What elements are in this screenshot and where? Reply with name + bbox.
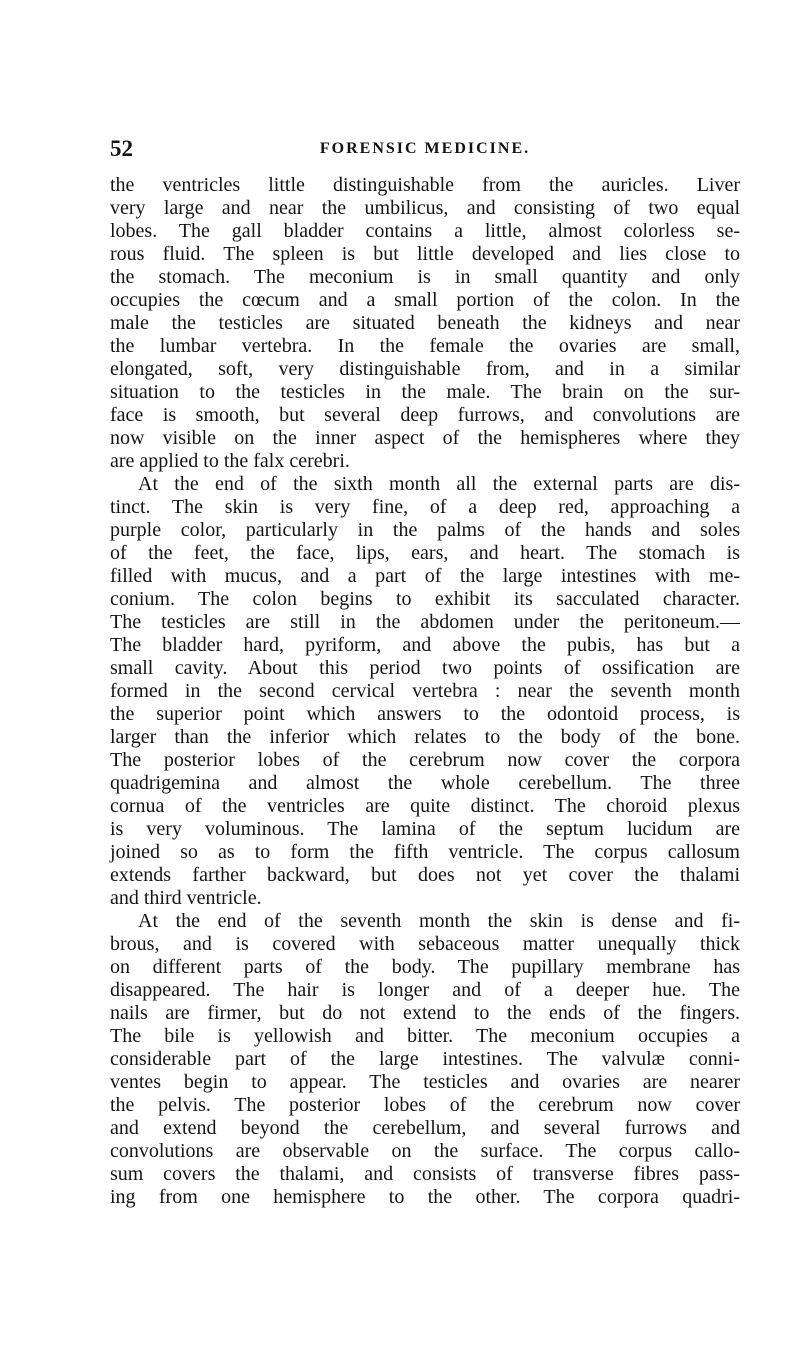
text-line: of the feet, the face, lips, ears, and heart. The stomach is	[110, 542, 740, 564]
text-line: The posterior lobes of the cerebrum now cover the corpora	[110, 749, 740, 771]
text-line: At the end of the sixth month all the external parts are dis-	[138, 473, 740, 495]
text-line: filled with mucus, and a part of the large intestines with me-	[110, 565, 740, 587]
text-line: the ventricles little distinguishable from the auricles. Liver	[110, 174, 740, 196]
text-line: cornua of the ventricles are quite distinct. The choroid plexus	[110, 795, 740, 817]
text-line: nails are firmer, but do not extend to the ends of the fingers.	[110, 1002, 740, 1024]
text-line: larger than the inferior which relates to the body of the bone.	[110, 726, 740, 748]
text-line: very large and near the umbilicus, and consisting of two equal	[110, 197, 740, 219]
text-line: The bladder hard, pyriform, and above the pubis, has but a	[110, 634, 740, 656]
text-line: conium. The colon begins to exhibit its sacculated character.	[110, 588, 740, 610]
text-line: the stomach. The meconium is in small quantity and only	[110, 266, 740, 288]
running-head: FORENSIC MEDICINE.	[319, 140, 531, 157]
text-line: considerable part of the large intestines. The valvulæ conni-	[110, 1048, 740, 1070]
text-line: At the end of the seventh month the skin is dense and fi-	[138, 910, 740, 932]
text-line: situation to the testicles in the male. The brain on the sur-	[110, 381, 740, 403]
text-line: face is smooth, but several deep furrows, and convolutions are	[110, 404, 740, 426]
text-line: sum covers the thalami, and consists of transverse fibres pass-	[110, 1163, 740, 1185]
page-number: 52	[110, 136, 133, 161]
text-line: lobes. The gall bladder contains a little, almost colorless se-	[110, 220, 740, 242]
text-line: The testicles are still in the abdomen under the peritoneum.—	[110, 611, 740, 633]
text-line: brous, and is covered with sebaceous matter unequally thick	[110, 933, 740, 955]
text-line: the pelvis. The posterior lobes of the cerebrum now cover	[110, 1094, 740, 1116]
text-line: convolutions are observable on the surface. The corpus callo-	[110, 1140, 740, 1162]
text-line: ing from one hemisphere to the other. The corpora quadri-	[110, 1186, 740, 1208]
text-line: joined so as to form the fifth ventricle. The corpus callosum	[110, 841, 740, 863]
text-line: quadrigemina and almost the whole cerebellum. The three	[110, 772, 740, 794]
text-line: is very voluminous. The lamina of the septum lucidum are	[110, 818, 740, 840]
text-line: purple color, particularly in the palms of the hands and soles	[110, 519, 740, 541]
text-line: occupies the cœcum and a small portion of the colon. In the	[110, 289, 740, 311]
text-line: the superior point which answers to the odontoid process, is	[110, 703, 740, 725]
text-line: on different parts of the body. The pupillary membrane has	[110, 956, 740, 978]
text-line: now visible on the inner aspect of the hemispheres where they	[110, 427, 740, 449]
text-line: small cavity. About this period two points of ossification are	[110, 657, 740, 679]
text-line: male the testicles are situated beneath the kidneys and near	[110, 312, 740, 334]
text-line: disappeared. The hair is longer and of a deeper hue. The	[110, 979, 740, 1001]
text-line: formed in the second cervical vertebra : near the seventh month	[110, 680, 740, 702]
text-line: elongated, soft, very distinguishable from, and in a similar	[110, 358, 740, 380]
text-line: tinct. The skin is very fine, of a deep red, approaching a	[110, 496, 740, 518]
text-line: are applied to the falx cerebri.	[110, 450, 350, 472]
text-line: ventes begin to appear. The testicles and ovaries are nearer	[110, 1071, 740, 1093]
text-line: The bile is yellowish and bitter. The meconium occupies a	[110, 1025, 740, 1047]
text-line: extends farther backward, but does not yet cover the thalami	[110, 864, 740, 886]
text-line: the lumbar vertebra. In the female the ovaries are small,	[110, 335, 740, 357]
text-line: and extend beyond the cerebellum, and several furrows and	[110, 1117, 740, 1139]
body-text	[110, 174, 740, 1209]
text-line: and third ventricle.	[110, 887, 262, 909]
text-line: rous fluid. The spleen is but little developed and lies close to	[110, 243, 740, 265]
page-header	[110, 136, 740, 166]
